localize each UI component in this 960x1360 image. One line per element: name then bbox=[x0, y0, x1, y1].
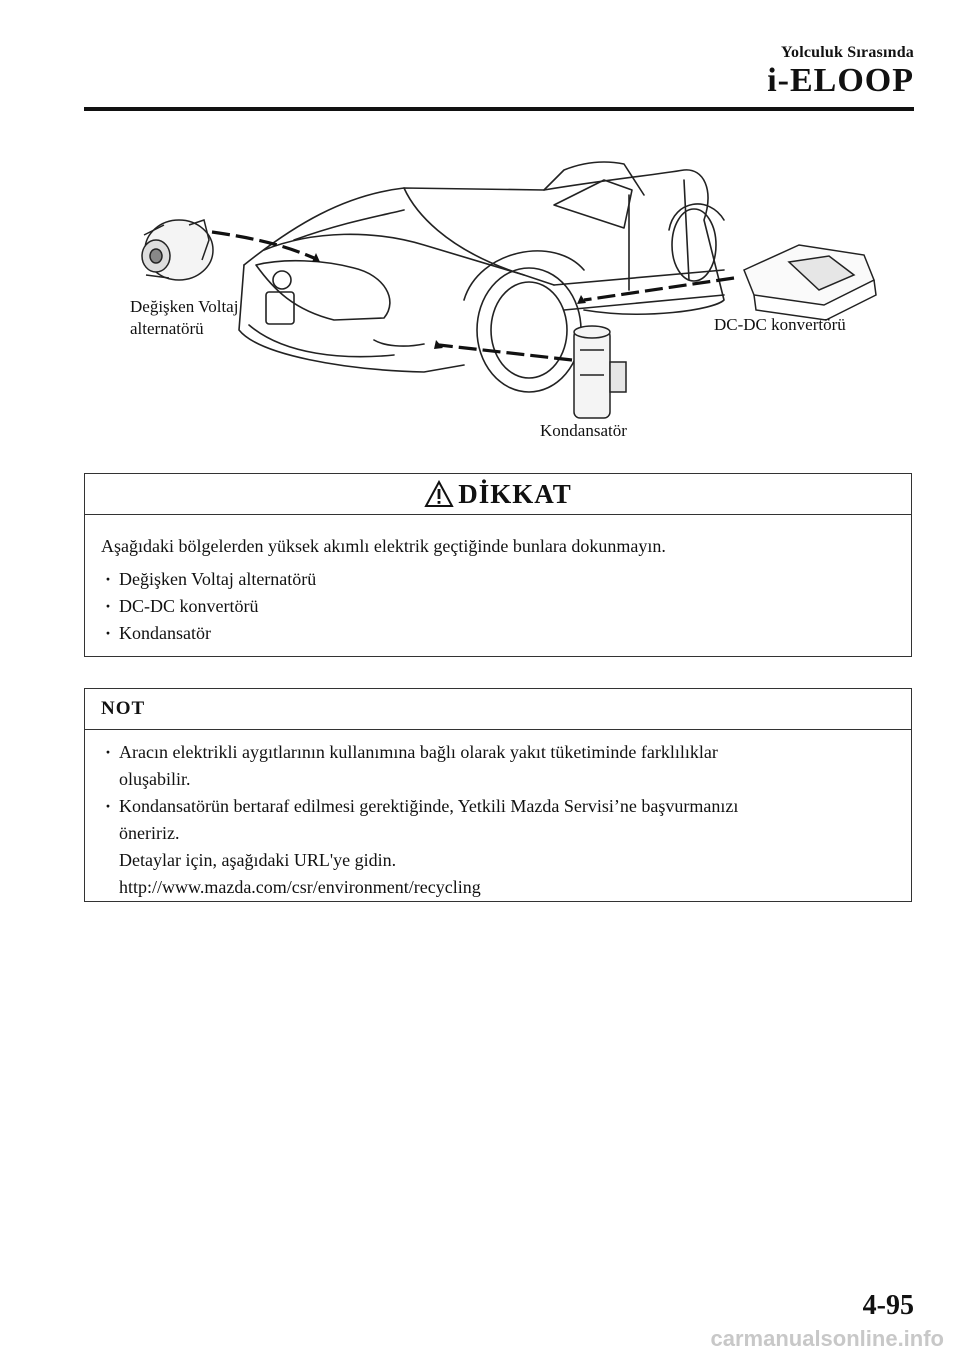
caution-intro: Aşağıdaki bölgelerden yüksek akımlı elektrik geçtiğinde bunlara dokunmayın. bbox=[101, 536, 666, 556]
caution-box bbox=[84, 473, 912, 657]
page-number: 4-95 bbox=[862, 1290, 914, 1321]
caution-list bbox=[101, 566, 911, 647]
watermark: carmanualsonline.info bbox=[710, 1326, 944, 1351]
label-dcdc-converter: DC-DC konvertörü bbox=[714, 315, 846, 334]
header-rule bbox=[84, 107, 914, 111]
note-item2-line3: Detaylar için, aşağıdaki URL'ye gidin. bbox=[119, 850, 397, 870]
warning-triangle-icon bbox=[424, 480, 454, 508]
note-box bbox=[84, 688, 912, 902]
component-location-figure bbox=[84, 150, 914, 450]
note-list bbox=[101, 739, 895, 766]
list-item bbox=[101, 739, 895, 766]
alternator-component bbox=[142, 220, 213, 280]
label-alternator: Değişken Voltaj alternatörü bbox=[130, 297, 239, 338]
caution-header bbox=[85, 474, 911, 515]
section-title: Yolculuk Sırasında bbox=[781, 44, 914, 61]
dcdc-converter-component bbox=[744, 245, 876, 320]
list-item: · Kondansatör bbox=[101, 620, 911, 647]
note-list-2 bbox=[101, 793, 895, 820]
capacitor-component bbox=[574, 326, 626, 418]
note-item1-line2: oluşabilir. bbox=[119, 769, 191, 789]
list-item: · Değişken Voltaj alternatörü bbox=[101, 566, 911, 593]
list-item: · DC-DC konvertörü bbox=[101, 593, 911, 620]
chapter-title: i-ELOOP bbox=[767, 62, 914, 99]
note-item2-line2: öneririz. bbox=[119, 823, 180, 843]
note-item2-line1: Kondansatörün bertaraf edilmesi gerektiğinde, Yetkili Mazda Servisi’ne başvurmanızı bbox=[119, 796, 739, 816]
note-title: NOT bbox=[101, 698, 146, 719]
label-capacitor: Kondansatör bbox=[540, 421, 627, 440]
note-item1-line1: Aracın elektrikli aygıtlarının kullanımına bağlı olarak yakıt tüketiminde farklılıklar bbox=[119, 742, 718, 762]
note-recycling-url: http://www.mazda.com/csr/environment/recycling bbox=[119, 877, 481, 897]
caution-title: DİKKAT bbox=[458, 478, 572, 509]
list-item bbox=[101, 793, 895, 820]
note-header bbox=[85, 689, 911, 730]
